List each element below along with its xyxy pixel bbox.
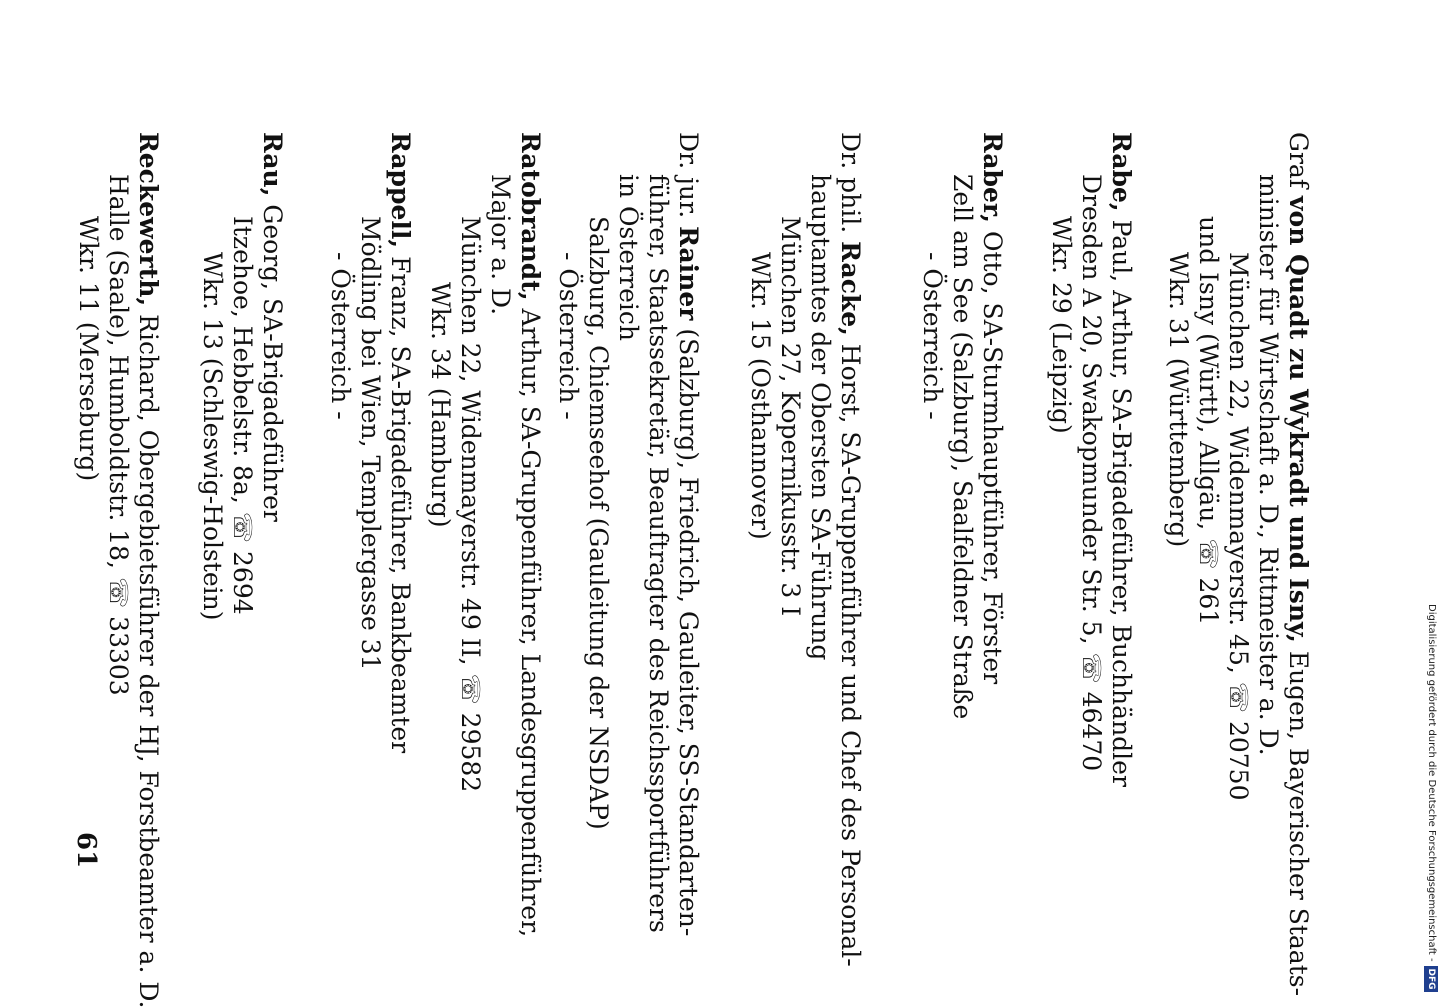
entry-line [947, 132, 977, 962]
entry-line [425, 132, 455, 962]
entry-rappell [325, 132, 415, 962]
entry-text: (Salzburg), Friedrich, Gauleiter, SS-Standarten- [674, 320, 703, 937]
entry-text: Wkr. 34 (Hamburg) [426, 282, 455, 528]
entry-raber [917, 132, 1007, 962]
entry-line [325, 132, 355, 962]
entry-line [485, 132, 515, 962]
entry-surname: Reckewerth, [134, 132, 163, 307]
entry-text: Wkr. 13 (Schleswig-Holstein) [198, 252, 227, 621]
entry-line [355, 132, 385, 962]
entry-text: Halle (Saale), Humboldtstr. 18, ☏ 33303 [104, 174, 133, 696]
entry-text: Georg, SA-Brigadeführer [258, 196, 287, 522]
entry-text: Wkr. 31 (Württemberg) [1164, 252, 1193, 548]
entry-text: in Österreich [614, 174, 643, 342]
entry-surname: Raber, [978, 132, 1007, 223]
entry-line [673, 132, 703, 962]
entry-text: München 22, Widenmayerstr. 49 II, ☏ 29582 [456, 216, 485, 793]
entry-surname: Rabe, [1107, 132, 1136, 212]
entry-text: Richard, Obergebietsführer der HJ, Forstbeamter a. D. [134, 306, 163, 1008]
entry-text: Zell am See (Salzburg), Saalfeldner Straße [948, 174, 977, 720]
entry-line [103, 132, 133, 962]
entry-text: Itzehoe, Hebbelstr. 8a, ☏ 2694 [228, 216, 257, 615]
footer-note: Digitalisierung gefördert durch die Deutsche Forschungsgemeinschaft - [1426, 604, 1437, 962]
entry-text: - Österreich - [326, 252, 355, 420]
entry-text: Eugen, Bayerischer Staats- [1284, 642, 1313, 997]
entry-rabe [1046, 132, 1136, 962]
entry-surname: Racke, [836, 241, 865, 336]
entry-rainer [553, 132, 703, 962]
entry-quadt [1163, 132, 1313, 997]
entry-title-prefix: Dr. jur. [674, 132, 703, 227]
entry-text: - Österreich - [554, 252, 583, 420]
entry-line [1223, 132, 1253, 962]
entry-line [917, 132, 947, 962]
entry-line [1193, 132, 1223, 962]
dfg-logo: DFG [1424, 966, 1438, 992]
entry-line [977, 132, 1007, 962]
entry-line [1106, 132, 1136, 962]
entry-text: Otto, SA-Sturmhauptführer, Förster [978, 223, 1007, 685]
entry-text: Franz, SA-Brigadeführer, Bankbeamter [386, 248, 415, 754]
entry-line [775, 132, 805, 962]
entry-line [613, 132, 643, 962]
entry-text: Dresden A 20, Swakopmunder Str. 5, ☏ 46470 [1077, 174, 1106, 772]
entry-line [197, 132, 227, 962]
entry-text: Salzburg, Chiemseehof (Gauleitung der NSDAP) [584, 216, 613, 830]
entry-line [1253, 132, 1283, 962]
entry-line [1046, 132, 1076, 962]
entry-text: hauptamtes der Obersten SA-Führung [806, 174, 835, 661]
entry-line [257, 132, 287, 962]
entry-line [835, 132, 865, 967]
entry-line [745, 132, 775, 962]
entry-text: Wkr. 15 (Osthannover) [746, 252, 775, 540]
entry-line [227, 132, 257, 962]
entry-text: Arthur, SA-Gruppenführer, Landesgruppenführer, [516, 300, 545, 938]
entry-line [553, 132, 583, 962]
entry-text: München 22, Widenmayerstr. 45, ☏ 20750 [1224, 252, 1253, 801]
entry-text: Horst, SA-Gruppenführer und Chef des Personal- [836, 335, 865, 967]
entry-surname: von Quadt zu Wykradt und Isny, [1284, 196, 1313, 643]
entry-line [1163, 132, 1193, 962]
entry-surname: Rau, [258, 132, 287, 197]
entry-line [643, 132, 673, 962]
entry-line [385, 132, 415, 962]
page-number: 61 [71, 832, 101, 869]
entry-text: Wkr. 11 (Merseburg) [74, 216, 103, 482]
entry-text: Wkr. 29 (Leipzig) [1047, 216, 1076, 434]
entry-rau [197, 132, 287, 962]
entry-line [1283, 132, 1313, 997]
entry-title-prefix: Graf [1284, 132, 1313, 197]
entry-title-prefix: Dr. phil. [836, 132, 865, 242]
entry-ratobrandt [425, 132, 545, 962]
entry-line [515, 132, 545, 962]
entry-surname: Rainer [674, 226, 703, 321]
entry-text: minister für Wirtschaft a. D., Rittmeister a. D. [1254, 174, 1283, 756]
entry-text: München 27, Kopernikusstr. 3 I [776, 216, 805, 617]
entry-line [805, 132, 835, 962]
entry-text: Paul, Arthur, SA-Brigadeführer, Buchhändler [1107, 211, 1136, 787]
entry-line [1076, 132, 1106, 962]
entry-line [133, 132, 163, 1008]
entry-line [583, 132, 613, 962]
entry-text: - Österreich - [918, 252, 947, 420]
entry-line [455, 132, 485, 962]
entry-text: Mödling bei Wien, Templergasse 31 [356, 216, 385, 671]
entry-text: Major a. D. [486, 174, 515, 316]
entry-text: und Isny (Württ), Allgäu, ☏ 261 [1194, 216, 1223, 626]
entry-surname: Rappell, [386, 132, 415, 249]
entry-text: führer, Staatssekretär, Beauftragter des Reichssportführers [644, 174, 673, 933]
entry-surname: Ratobrandt, [516, 132, 545, 301]
entry-racke [745, 132, 865, 967]
